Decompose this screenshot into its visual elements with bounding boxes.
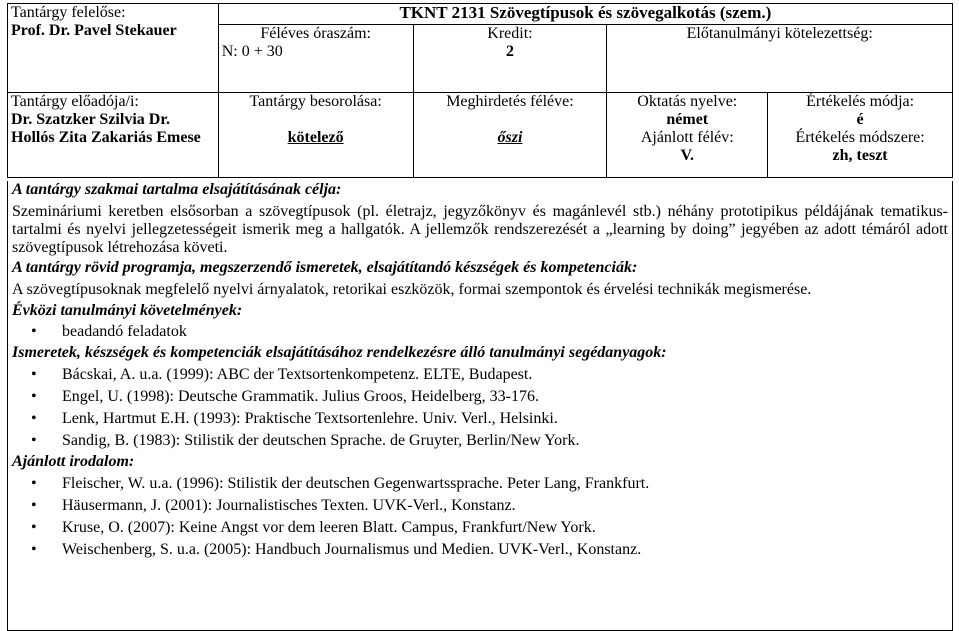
list-item: • Lenk, Hartmut E.H. (1993): Praktische Textsortenlehre. Univ. Verl., Helsinki. bbox=[62, 410, 948, 428]
requirements-section bbox=[8, 302, 952, 341]
language-label: Oktatás nyelve: bbox=[637, 93, 738, 110]
recommended-label: Ajánlott félév: bbox=[640, 129, 734, 146]
lecturer-names: Dr. Szatzker Szilvia Dr. Hollós Zita Zakariás Emese bbox=[11, 111, 201, 146]
hours-value: N: 0 + 30 bbox=[221, 43, 283, 60]
hours-cell bbox=[218, 25, 413, 93]
language-value: német bbox=[666, 111, 709, 128]
semester-cell bbox=[413, 93, 607, 178]
lecturer-cell bbox=[8, 93, 219, 178]
requirements-title: Évközi tanulmányi követelmények: bbox=[12, 302, 243, 319]
materials-title: Ismeretek, készségek és kompetenciák elsajátításához rendelkezésre álló tanulmányi segédanyagok: bbox=[12, 344, 667, 361]
semester-value: őszi bbox=[497, 129, 523, 146]
category-label: Tantárgy besorolása: bbox=[249, 93, 382, 110]
credit-label: Kredit: bbox=[487, 25, 533, 42]
list-item: • Häusermann, J. (2001): Journalistisches Texten. UVK-Verl., Konstanz. bbox=[62, 497, 948, 515]
materials-list bbox=[12, 366, 948, 450]
requirements-list bbox=[12, 323, 948, 341]
category-value: kötelező bbox=[287, 129, 344, 146]
eval-mode-label: Értékelés módja: bbox=[806, 93, 915, 110]
credit-cell bbox=[413, 25, 607, 93]
responsible-name: Prof. Dr. Pavel Stekauer bbox=[11, 22, 177, 39]
prereq-label: Előtanulmányi kötelezettség: bbox=[686, 25, 873, 42]
recommended-value: V. bbox=[680, 147, 695, 164]
program-text: A szövegtípusoknak megfelelő nyelvi árnyalatok, retorikai eszközök, formai szempontok és érvelési technikák megismerése. bbox=[12, 281, 812, 298]
list-item: • Engel, U. (1998): Deutsche Grammatik. Julius Groos, Heidelberg, 33-176. bbox=[62, 388, 948, 406]
responsible-label: Tantárgy felelőse: bbox=[11, 4, 126, 21]
reading-section bbox=[8, 453, 952, 559]
semester-label: Meghirdetés féléve: bbox=[446, 93, 574, 110]
list-item: • Weischenberg, S. u.a. (2005): Handbuch Journalismus und Medien. UVK-Verl., Konstanz. bbox=[62, 541, 948, 559]
lecturer-label: Tantárgy előadója/i: bbox=[11, 93, 139, 110]
aim-title: A tantárgy szakmai tartalma elsajátításának célja: bbox=[12, 181, 342, 198]
aim-section bbox=[8, 181, 952, 257]
reading-title: Ajánlott irodalom: bbox=[12, 453, 135, 470]
course-header-table bbox=[7, 3, 953, 178]
hours-label: Féléves óraszám: bbox=[260, 25, 371, 42]
eval-method-value: zh, teszt bbox=[832, 147, 888, 164]
aim-text: Szemináriumi keretben elsősorban a szövegtípusok (pl. életrajz, jegyzőkönyv és magánlevél stb.) néhány prototipikus példájának tematikus-tartalmi és nyelvi jellegzetességeit ismerik meg a hallgatók. A jellemzők rendszerezését a „learning by doing” jegyében az adott témáról adott szövegtípusok létrehozása követi. bbox=[12, 203, 948, 256]
prereq-cell bbox=[607, 25, 953, 93]
category-cell bbox=[218, 93, 413, 178]
list-item: • Bácskai, A. u.a. (1999): ABC der Textsortenkompetenz. ELTE, Budapest. bbox=[62, 366, 948, 384]
evaluation-cell bbox=[768, 93, 953, 178]
list-item: • beadandó feladatok bbox=[62, 323, 948, 341]
list-item: • Kruse, O. (2007): Keine Angst vor dem leeren Blatt. Campus, Frankfurt/New York. bbox=[62, 519, 948, 537]
credit-value: 2 bbox=[505, 43, 514, 60]
list-item: • Sandig, B. (1983): Stilistik der deutschen Sprache. de Gruyter, Berlin/New York. bbox=[62, 432, 948, 450]
eval-method-label: Értékelés módszere: bbox=[795, 129, 925, 146]
eval-mode-value: é bbox=[856, 111, 864, 128]
course-title: TKNT 2131 Szövegtípusok és szövegalkotás (szem.) bbox=[218, 4, 952, 25]
materials-section bbox=[8, 344, 952, 450]
program-section bbox=[8, 259, 952, 299]
program-title: A tantárgy rövid programja, megszerzendő ismeretek, elsajátítandó készségek és kompetenciák: bbox=[12, 259, 638, 276]
responsible-cell bbox=[8, 4, 219, 93]
course-body bbox=[7, 181, 953, 631]
language-cell bbox=[607, 93, 768, 178]
list-item: • Fleischer, W. u.a. (1996): Stilistik der deutschen Gegenwartssprache. Peter Lang, Frankfurt. bbox=[62, 475, 948, 493]
reading-list bbox=[12, 475, 948, 559]
